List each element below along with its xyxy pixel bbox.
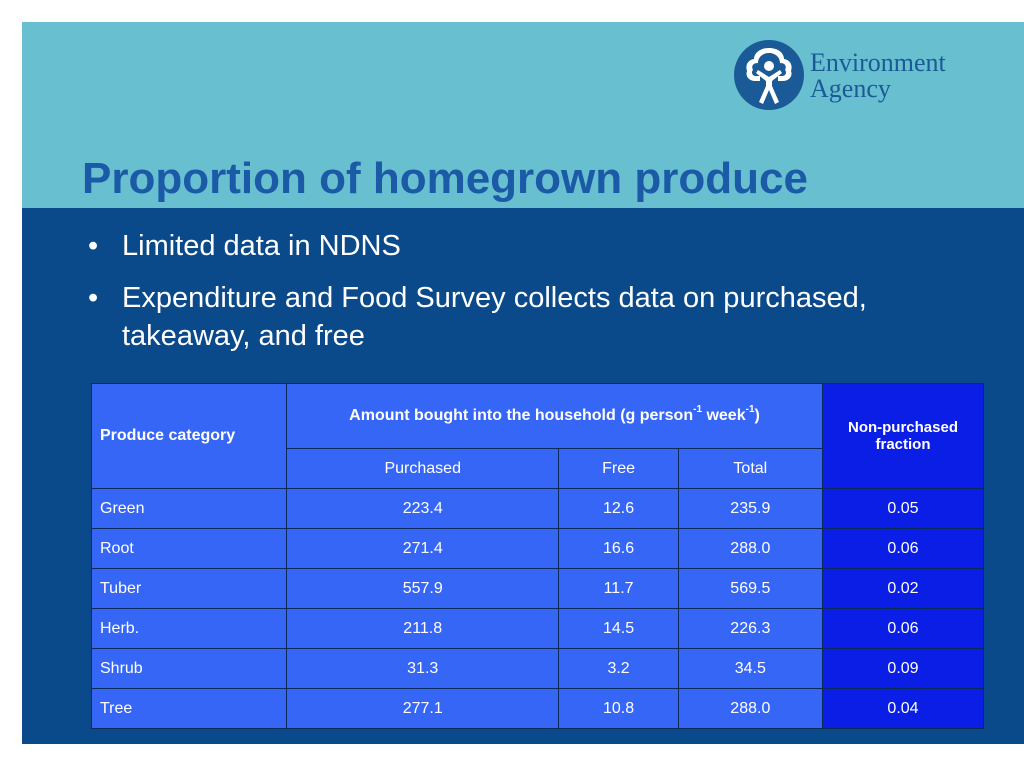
cell-total: 288.0 xyxy=(678,689,822,729)
cell-category: Green xyxy=(92,489,287,529)
header-amount-text: week xyxy=(702,407,746,424)
slide-title: Proportion of homegrown produce xyxy=(82,154,808,203)
cell-total: 34.5 xyxy=(678,649,822,689)
bullet-item: • Expenditure and Food Survey collects data on purchased, takeaway, and free xyxy=(88,279,988,355)
cell-fraction: 0.04 xyxy=(823,689,984,729)
cell-purchased: 31.3 xyxy=(287,649,559,689)
cell-free: 11.7 xyxy=(559,569,678,609)
cell-purchased: 223.4 xyxy=(287,489,559,529)
cell-fraction: 0.09 xyxy=(823,649,984,689)
environment-agency-logo xyxy=(734,40,984,112)
cell-fraction: 0.06 xyxy=(823,529,984,569)
header-amount-sup: -1 xyxy=(745,403,755,415)
cell-free: 14.5 xyxy=(559,609,678,649)
cell-free: 12.6 xyxy=(559,489,678,529)
cell-fraction: 0.06 xyxy=(823,609,984,649)
cell-free: 3.2 xyxy=(559,649,678,689)
cell-fraction: 0.05 xyxy=(823,489,984,529)
header-amount-sup: -1 xyxy=(693,403,703,415)
cell-category: Herb. xyxy=(92,609,287,649)
cell-total: 569.5 xyxy=(678,569,822,609)
header-produce-category: Produce category xyxy=(92,384,287,489)
table-row xyxy=(92,689,984,729)
logo-wordmark xyxy=(810,50,946,102)
cell-purchased: 557.9 xyxy=(287,569,559,609)
table-row xyxy=(92,569,984,609)
cell-category: Tuber xyxy=(92,569,287,609)
header-amount-text: ) xyxy=(754,407,760,424)
cell-purchased: 271.4 xyxy=(287,529,559,569)
table-row xyxy=(92,529,984,569)
header-amount xyxy=(287,384,823,449)
cell-total: 288.0 xyxy=(678,529,822,569)
header-non-purchased-fraction: Non-purchased fraction xyxy=(823,384,984,489)
produce-table xyxy=(91,383,984,729)
cell-free: 10.8 xyxy=(559,689,678,729)
subheader-total: Total xyxy=(678,449,822,489)
cell-free: 16.6 xyxy=(559,529,678,569)
bullet-list xyxy=(88,227,988,369)
tree-person-icon xyxy=(734,40,804,110)
cell-category: Tree xyxy=(92,689,287,729)
table-row xyxy=(92,489,984,529)
subheader-free: Free xyxy=(559,449,678,489)
cell-total: 226.3 xyxy=(678,609,822,649)
slide xyxy=(22,22,1024,744)
logo-line-2: Agency xyxy=(810,74,891,103)
bullet-item: • Limited data in NDNS xyxy=(88,227,988,265)
header-amount-text: Amount bought into the household (g person xyxy=(349,407,694,424)
cell-category: Root xyxy=(92,529,287,569)
table-header-row xyxy=(92,384,984,449)
table-row xyxy=(92,649,984,689)
cell-fraction: 0.02 xyxy=(823,569,984,609)
cell-category: Shrub xyxy=(92,649,287,689)
logo-line-1: Environment xyxy=(810,48,946,77)
cell-purchased: 211.8 xyxy=(287,609,559,649)
table-row xyxy=(92,609,984,649)
cell-purchased: 277.1 xyxy=(287,689,559,729)
cell-total: 235.9 xyxy=(678,489,822,529)
subheader-purchased: Purchased xyxy=(287,449,559,489)
